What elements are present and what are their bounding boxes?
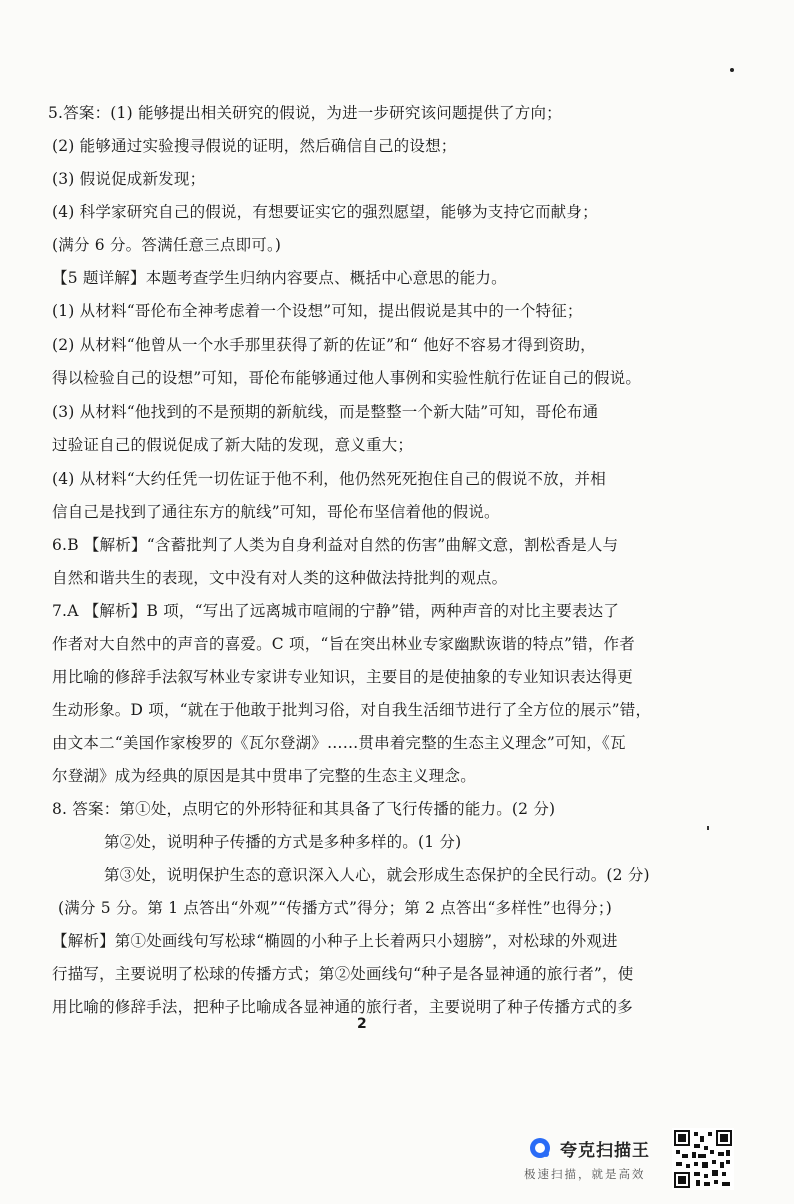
analysis-8-line-1: 【解析】第①处画线句写松球“椭圆的小种子上长着两只小翅膀”，对松球的外观进 (52, 932, 618, 950)
detail-5-heading: 【5 题详解】本题考查学生归纳内容要点、概括中心意思的能力。 (52, 269, 507, 287)
scanner-watermark (520, 1128, 740, 1192)
answer-5-line-3: (3) 假说促成新发现； (52, 170, 206, 188)
answer-8-line-1: 8. 答案：第①处，点明它的外形特征和其具备了飞行传播的能力。(2 分) (52, 800, 556, 818)
answer-5-line-1: 5.答案：(1) 能够提出相关研究的假说，为进一步研究该问题提供了方向； (48, 104, 562, 122)
analysis-8-line-2: 行描写，主要说明了松球的传播方式；第②处画线句“种子是各显神通的旅行者”，使 (52, 965, 634, 983)
answer-6-line-2: 自然和谐共生的表现，文中没有对人类的这种做法持批判的观点。 (52, 569, 508, 587)
answer-5-line-2: (2) 能够通过实验搜寻假说的证明，然后确信自己的设想； (52, 137, 457, 155)
quark-logo-icon (528, 1136, 552, 1160)
answer-7-line-1: 7.A 【解析】B 项，“写出了远离城市喧闹的宁静”错，两种声音的对比主要表达了 (52, 602, 620, 620)
answer-8-line-2: 第②处，说明种子传播的方式是多种多样的。(1 分) (104, 833, 462, 851)
answer-7-line-5: 由文本二“美国作家梭罗的《瓦尔登湖》……贯串着完整的生态主义理念”可知，《瓦 (52, 734, 626, 752)
detail-5-line-5: 过验证自己的假说促成了新大陆的发现，意义重大； (52, 436, 414, 454)
watermark-title: 夸克扫描王 (560, 1141, 650, 1161)
qr-code-icon (672, 1128, 734, 1190)
page-number: 2 (357, 1016, 367, 1032)
detail-5-line-3: 得以检验自己的设想”可知，哥伦布能够通过他人事例和实验性航行佐证自己的假说。 (52, 369, 642, 387)
answer-7-line-3: 用比喻的修辞手法叙写林业专家讲专业知识，主要目的是使抽象的专业知识表达得更 (52, 668, 633, 686)
detail-5-line-6: (4) 从材料“大约任凭一切佐证于他不利，他仍然死死抱住自己的假说不放，并相 (52, 470, 606, 488)
answer-7-line-6: 尔登湖》成为经典的原因是其中贯串了完整的生态主义理念。 (52, 767, 476, 785)
analysis-8-line-3: 用比喻的修辞手法，把种子比喻成各显神通的旅行者，主要说明了种子传播方式的多 (52, 998, 633, 1016)
answer-5-score-note: (满分 6 分。答满任意三点即可。) (52, 236, 282, 254)
answer-8-line-3: 第③处，说明保护生态的意识深入人心，就会形成生态保护的全民行动。(2 分) (104, 866, 650, 884)
scan-speck (730, 68, 734, 72)
detail-5-line-2: (2) 从材料“他曾从一个水手那里获得了新的佐证”和“ 他好不容易才得到资助， (52, 336, 596, 354)
detail-5-line-1: (1) 从材料“哥伦布全神考虑着一个设想”可知，提出假说是其中的一个特征； (52, 302, 583, 320)
detail-5-line-4: (3) 从材料“他找到的不是预期的新航线，而是整整一个新大陆”可知，哥伦布通 (52, 403, 599, 421)
watermark-subtitle: 极速扫描，就是高效 (524, 1167, 646, 1181)
answer-7-line-2: 作者对大自然中的声音的喜爱。C 项，“旨在突出林业专家幽默诙谐的特点”错，作者 (52, 635, 635, 653)
answer-5-line-4: (4) 科学家研究自己的假说，有想要证实它的强烈愿望，能够为支持它而献身； (52, 203, 598, 221)
scan-mark (707, 826, 709, 830)
detail-5-line-7: 信自己是找到了通往东方的航线”可知，哥伦布坚信着他的假说。 (52, 503, 500, 521)
answer-8-score-note: (满分 5 分。第 1 点答出“外观”“传播方式”得分；第 2 点答出“多样性”也得分；) (58, 899, 613, 917)
answer-7-line-4: 生动形象。D 项，“就在于他敢于批判习俗，对自我生活细节进行了全方位的展示”错， (52, 701, 652, 719)
answer-6-line-1: 6.B 【解析】“含蓄批判了人类为自身利益对自然的伤害”曲解文意，割松香是人与 (52, 536, 619, 554)
